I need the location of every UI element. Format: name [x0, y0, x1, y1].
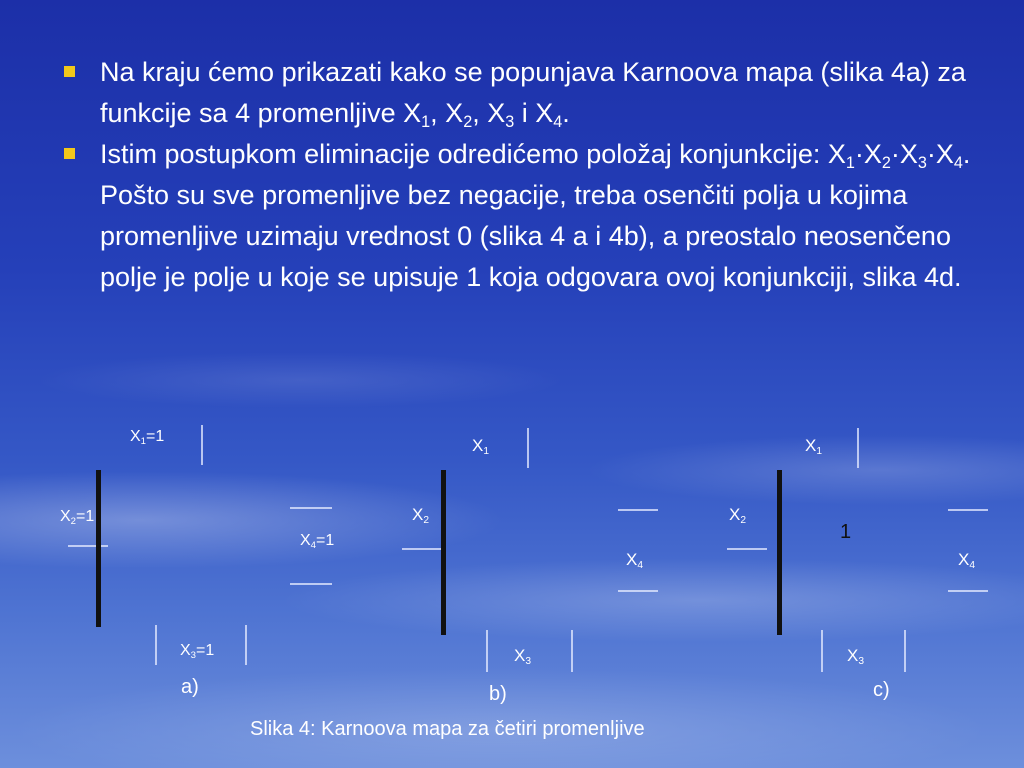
x4-bracket-bottom: [290, 583, 332, 585]
x3-label: $X_3$: [847, 646, 865, 668]
grid-cell: [100, 588, 101, 627]
figure-c-label: c): [873, 679, 890, 701]
bullet-item-1: Na kraju ćemo prikazati kako se popunjava Karnoova mapa (slika 4a) za funkcije sa 4 promenljive $X_1$, $X_2$, $X_3$ i $X_4$.: [60, 52, 1000, 134]
grid-row: [97, 510, 101, 549]
grid-cell: [445, 553, 446, 594]
x1-label: $X_1$: [472, 436, 490, 458]
x3-bracket-left: [155, 625, 157, 665]
grid-row: [442, 512, 446, 553]
x2-bracket: [402, 548, 442, 550]
x2-bracket: [68, 545, 108, 547]
grid-cell: [445, 471, 446, 512]
cell-value-one: 1: [840, 521, 852, 543]
figure-b-label: b): [489, 683, 507, 705]
x3-bracket-left: [486, 630, 488, 672]
grid-cell: [100, 549, 101, 588]
x1-bracket: [201, 425, 203, 465]
grid-row: [97, 471, 101, 510]
grid-row: [97, 549, 101, 588]
x3-bracket-right: [904, 630, 906, 672]
karnaugh-grid-b: [441, 470, 446, 635]
grid-cell: [781, 512, 782, 553]
x1-label: $X_1$: [805, 436, 823, 458]
grid-cell: [781, 553, 782, 594]
grid-row: [442, 594, 446, 635]
grid-row: [778, 512, 782, 553]
x4-bracket-top: [290, 507, 332, 509]
bullet-list: [60, 52, 1000, 298]
grid-row: [778, 553, 782, 594]
grid-cell: [445, 512, 446, 553]
x4-bracket-top: [618, 509, 658, 511]
x4-label: $X_4$: [958, 550, 976, 572]
x4-bracket-bottom: [948, 590, 988, 592]
x2-label: $X_2=1$: [60, 508, 95, 527]
grid-row: [778, 471, 782, 512]
figure-a-label: a): [181, 676, 199, 698]
grid-row: [97, 588, 101, 627]
x1-bracket: [857, 428, 859, 468]
grid-cell: [100, 471, 101, 510]
x3-bracket-right: [571, 630, 573, 672]
grid-cell: [445, 594, 446, 635]
grid-row: [778, 594, 782, 635]
figure-caption: Slika 4: Karnoova mapa za četiri promenljive: [250, 718, 645, 740]
x1-bracket: [527, 428, 529, 468]
x3-bracket-left: [821, 630, 823, 672]
grid-row: [442, 471, 446, 512]
bullet-item-2: Istim postupkom eliminacije odredićemo položaj konjunkcije: $X_1\cdot X_2\cdot X_3\cdot X_4$. Pošto su sve promenljive bez negacije, treba osenčiti polja u kojima promenljive uzimaju vrednost 0 (slika 4 a i 4b), a preostalo neosenčeno polje je polje u koje se upisuje 1 koja odgovara ovoj konjunkciji, slika 4d.: [60, 134, 1000, 298]
x3-label: $X_3=1$: [180, 642, 215, 661]
x2-bracket: [727, 548, 767, 550]
x4-bracket-bottom: [618, 590, 658, 592]
square-bullet-icon: [64, 148, 75, 159]
karnaugh-grid-a: [96, 470, 101, 627]
square-bullet-icon: [64, 66, 75, 77]
x3-label: $X_3$: [514, 646, 532, 668]
x4-label: $X_4$: [626, 550, 644, 572]
grid-cell: [781, 594, 782, 635]
grid-cell: [100, 510, 101, 549]
x4-label: $X_4=1$: [300, 532, 335, 551]
x4-bracket-top: [948, 509, 988, 511]
grid-cell: [781, 471, 782, 512]
grid-row: [442, 553, 446, 594]
x1-label: $X_1=1$: [130, 428, 165, 447]
x2-label: $X_2$: [729, 505, 747, 527]
x3-bracket-right: [245, 625, 247, 665]
x2-label: $X_2$: [412, 505, 430, 527]
karnaugh-grid-c: [777, 470, 782, 635]
